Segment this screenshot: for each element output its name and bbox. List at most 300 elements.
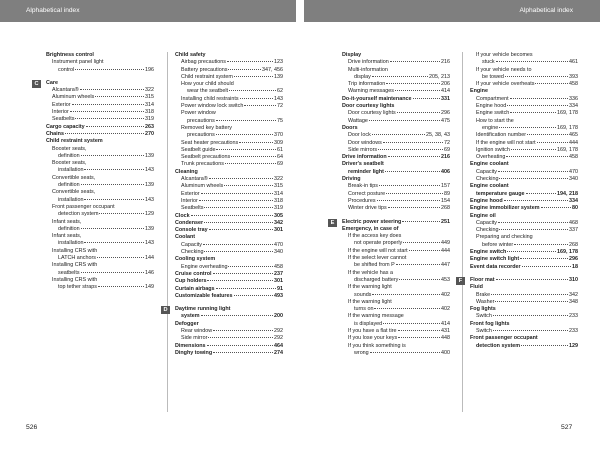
entry-page-ref: 69 (444, 146, 450, 153)
entry-page-ref: 216 (441, 154, 450, 161)
entry-term: Checking (476, 227, 499, 234)
entry-term: Alcantara® (52, 87, 79, 94)
entry-page-ref: 301 (274, 278, 283, 285)
entry-term: Washer (476, 298, 495, 305)
dot-leader (537, 142, 568, 143)
dot-leader (535, 83, 568, 84)
index-entry (175, 205, 283, 212)
header-title-right: Alphabetical index (519, 7, 573, 14)
index-entry (470, 256, 578, 263)
dot-leader (398, 337, 440, 338)
index-entry (342, 205, 450, 212)
dot-leader (383, 323, 440, 324)
index-entry (342, 169, 450, 176)
dot-leader (204, 222, 273, 223)
dot-leader (399, 279, 440, 280)
dot-leader (239, 142, 273, 143)
entry-page-ref: 154 (441, 197, 450, 204)
entry-page-ref: 400 (441, 349, 450, 356)
dot-leader (372, 76, 428, 77)
dot-leader (377, 200, 440, 201)
entry-term: reminder light (348, 168, 384, 175)
entry-page-ref: 123 (274, 59, 283, 66)
entry-term: Rear window (181, 327, 213, 334)
index-entry (46, 167, 154, 174)
index-entry (46, 284, 154, 291)
dot-leader (216, 288, 276, 289)
index-entry (175, 118, 283, 125)
column-divider (167, 52, 168, 412)
entry-term: Door windows (348, 139, 382, 146)
index-entry (470, 52, 578, 59)
entry-page-ref: 25, 38, 43 (426, 132, 450, 139)
entry-term: Engine (470, 88, 488, 95)
dot-leader (388, 156, 440, 157)
index-entry (470, 335, 578, 342)
dot-leader (520, 258, 568, 259)
index-entry (175, 183, 283, 190)
index-entry (342, 270, 450, 277)
dot-leader (86, 126, 144, 127)
entry-page-ref: 470 (569, 168, 578, 175)
entry-page-ref: 342 (274, 219, 283, 226)
entry-page-ref: 237 (274, 270, 283, 277)
index-entry (175, 169, 283, 176)
dot-leader (224, 185, 273, 186)
index-entry (342, 240, 450, 247)
index-entry (46, 233, 154, 240)
entry-page-ref: 233 (569, 313, 578, 320)
entry-term: Dimensions (175, 342, 206, 349)
index-entry (342, 321, 450, 328)
index-entry (175, 220, 283, 227)
entry-term: If the engine will not start (476, 139, 536, 146)
dot-leader (80, 89, 144, 90)
entry-page-ref: 458 (569, 154, 578, 161)
index-entry (175, 313, 283, 320)
entry-term: be towed (482, 73, 504, 80)
entry-term: Removed key battery (181, 124, 232, 131)
entry-term: If the warning light (348, 298, 392, 305)
entry-term: installation (58, 240, 84, 247)
index-entry (342, 52, 450, 59)
entry-page-ref: 468 (569, 219, 578, 226)
entry-term: Fog lights (470, 306, 496, 313)
entry-term: wrong (354, 349, 369, 356)
entry-page-ref: 305 (274, 212, 283, 219)
entry-page-ref: 169, 178 (557, 249, 578, 256)
entry-term: system (181, 313, 200, 320)
entry-term: Aluminum wheels (52, 94, 95, 101)
index-entry (470, 220, 578, 227)
dot-leader (81, 184, 144, 185)
entry-page-ref: 72 (277, 103, 283, 110)
entry-term: Alcantara® (181, 176, 208, 183)
dot-leader (244, 105, 276, 106)
dot-leader (506, 156, 568, 157)
dot-leader (213, 352, 273, 353)
entry-page-ref: 340 (569, 176, 578, 183)
index-entry (46, 270, 154, 277)
index-entry (175, 335, 283, 342)
index-entry (46, 248, 154, 255)
entry-page-ref: 444 (569, 139, 578, 146)
index-entry (342, 96, 450, 103)
entry-term: Coolant (175, 234, 196, 241)
entry-page-ref: 319 (145, 116, 154, 123)
dot-leader (390, 61, 440, 62)
index-entry (175, 271, 283, 278)
entry-page-ref: 414 (441, 88, 450, 95)
dot-leader (99, 213, 144, 214)
section-letter-tab: F (456, 277, 465, 285)
entry-term: Trunk precautions (181, 161, 224, 168)
index-entry (470, 110, 578, 117)
index-entry (342, 328, 450, 335)
index-entry (470, 103, 578, 110)
index-entry (470, 96, 578, 103)
dot-leader (207, 280, 273, 281)
dot-leader (379, 185, 440, 186)
index-column-2 (163, 52, 283, 357)
index-entry (342, 277, 450, 284)
index-entry (46, 175, 154, 182)
dot-leader (229, 90, 276, 91)
entry-term: Side mirror (181, 335, 208, 342)
entry-page-ref: 444 (441, 247, 450, 254)
index-entry (175, 147, 283, 154)
index-entry (342, 191, 450, 198)
index-entry (470, 147, 578, 154)
entry-term: Checking (476, 176, 499, 183)
entry-page-ref: 458 (569, 81, 578, 88)
index-entry (470, 191, 578, 198)
entry-page-ref: 340 (274, 249, 283, 256)
dot-leader (498, 171, 568, 172)
entry-page-ref: 431 (441, 327, 450, 334)
entry-page-ref: 342 (569, 291, 578, 298)
dot-leader (496, 279, 568, 280)
entry-term: Capacity (181, 241, 202, 248)
index-entry (175, 96, 283, 103)
entry-term: Instrument panel light (52, 59, 104, 66)
entry-page-ref: 143 (274, 95, 283, 102)
dot-leader (507, 251, 556, 252)
entry-term: Engine hood (470, 197, 503, 204)
entry-page-ref: 169, 178 (557, 124, 578, 131)
entry-term: Engine overheating (181, 263, 228, 270)
entry-page-ref: 336 (569, 95, 578, 102)
index-entry (458, 276, 578, 284)
dot-leader (505, 76, 568, 77)
entry-term: Engine switch (470, 249, 507, 256)
index-entry (342, 88, 450, 95)
dot-leader (510, 98, 568, 99)
dot-leader (208, 337, 273, 338)
index-entry (175, 132, 283, 139)
entry-page-ref: 448 (441, 335, 450, 342)
index-entry (342, 226, 450, 233)
entry-page-ref: 309 (274, 139, 283, 146)
index-entry (342, 299, 450, 306)
index-entry (175, 74, 283, 81)
dot-leader (386, 193, 443, 194)
index-entry (46, 226, 154, 233)
entry-term: Airbag precautions (181, 59, 226, 66)
entry-page-ref: 334 (569, 197, 578, 204)
index-entry (46, 255, 154, 262)
index-entry (470, 292, 578, 299)
entry-page-ref: 64 (277, 154, 283, 161)
entry-term: Dinghy towing (175, 349, 213, 356)
entry-term: Cleaning (175, 168, 198, 175)
section-letter-tab: E (328, 219, 337, 227)
index-entry (46, 146, 154, 153)
index-entry (175, 140, 283, 147)
entry-page-ref: 296 (441, 110, 450, 117)
index-entry (342, 147, 450, 154)
index-entry (46, 109, 154, 116)
index-entry (342, 350, 450, 357)
entry-page-ref: 205, 213 (429, 73, 450, 80)
entry-page-ref: 370 (274, 132, 283, 139)
index-entry (470, 313, 578, 320)
dot-leader (396, 264, 440, 265)
index-entry (175, 293, 283, 300)
entry-term: Door lock (348, 132, 371, 139)
entry-page-ref: 331 (441, 95, 450, 102)
dot-leader (369, 120, 440, 121)
entry-term: Switch (476, 313, 492, 320)
index-entry (46, 219, 154, 226)
entry-term: Installing CRS with (52, 247, 98, 254)
entry-term: LATCH anchors (58, 255, 96, 262)
index-entry (175, 81, 283, 88)
entry-term: Doors (342, 124, 358, 131)
entry-term: Engine hood (476, 103, 507, 110)
dot-leader (499, 127, 556, 128)
index-entry (470, 140, 578, 147)
entry-term: If you think something is (348, 342, 406, 349)
entry-page-ref: 139 (145, 225, 154, 232)
dot-leader (209, 178, 273, 179)
dot-leader (499, 178, 568, 179)
index-entry (163, 306, 283, 314)
entry-term: is displayed (354, 320, 383, 327)
entry-page-ref: 292 (274, 335, 283, 342)
entry-term: Winter drive tips (348, 205, 387, 212)
entry-term: Preparing and checking (476, 234, 533, 241)
entry-page-ref: 315 (274, 183, 283, 190)
entry-term: Break-in tips (348, 183, 378, 190)
entry-page-ref: 139 (145, 152, 154, 159)
entry-term: Seatbelts (52, 116, 75, 123)
entry-term: turns on (354, 306, 374, 313)
index-entry (46, 116, 154, 123)
index-entry (342, 284, 450, 291)
index-entry (175, 110, 283, 117)
entry-term: If the select lever cannot (348, 255, 407, 262)
entry-page-ref: 318 (145, 109, 154, 116)
entry-term: Front passenger occupant (52, 203, 115, 210)
entry-page-ref: 310 (569, 276, 578, 283)
dot-leader (199, 200, 273, 201)
entry-term: Floor mat (470, 276, 495, 283)
dot-leader (395, 90, 440, 91)
entry-term: Infant seats, (52, 218, 82, 225)
index-entry (470, 81, 578, 88)
entry-page-ref: 268 (441, 205, 450, 212)
dot-leader (413, 98, 441, 99)
entry-page-ref: 143 (145, 240, 154, 247)
page-header-left (0, 0, 296, 22)
index-entry (46, 277, 154, 284)
entry-page-ref: 337 (569, 227, 578, 234)
entry-page-ref: 402 (441, 306, 450, 313)
entry-page-ref: 461 (569, 59, 578, 66)
entry-page-ref: 470 (274, 241, 283, 248)
index-column-1 (34, 52, 154, 292)
entry-term: Fluid (470, 284, 483, 291)
index-entry (470, 213, 578, 220)
dot-leader (70, 111, 144, 112)
index-entry (175, 213, 283, 220)
entry-term: Power window (181, 110, 216, 117)
entry-term: stuck (482, 59, 495, 66)
entry-page-ref: 292 (274, 327, 283, 334)
entry-term: definition (58, 152, 80, 159)
index-entry (175, 278, 283, 285)
dot-leader (231, 156, 276, 157)
entry-page-ref: 200 (274, 313, 283, 320)
entry-term: Checking (181, 249, 204, 256)
dot-leader (527, 134, 568, 135)
dot-leader (228, 69, 261, 70)
index-entry (342, 132, 450, 139)
dot-leader (225, 163, 276, 164)
index-entry (46, 131, 154, 138)
dot-leader (495, 301, 568, 302)
column-divider (462, 52, 463, 412)
entry-term: installation (58, 196, 84, 203)
entry-term: Warning messages (348, 88, 394, 95)
entry-term: Child restraint system (181, 73, 233, 80)
index-entry (175, 227, 283, 234)
index-entry (46, 160, 154, 167)
index-entry (342, 110, 450, 117)
entry-term: Seatbelt guide (181, 146, 216, 153)
index-entry (470, 67, 578, 74)
entry-page-ref: 322 (145, 87, 154, 94)
dot-leader (227, 61, 273, 62)
entry-page-ref: 196 (145, 66, 154, 73)
entry-page-ref: 465 (569, 132, 578, 139)
index-entry (342, 118, 450, 125)
entry-term: If your vehicle needs to (476, 66, 532, 73)
entry-term: Engine coolant (470, 161, 509, 168)
index-entry (342, 233, 450, 240)
entry-term: Cup holders (175, 278, 207, 285)
entry-term: If the warning message (348, 313, 404, 320)
index-entry (175, 154, 283, 161)
index-entry (46, 124, 154, 131)
entry-page-ref: 314 (145, 101, 154, 108)
section-letter-tab: D (161, 306, 170, 314)
entry-term: If the engine will not start (348, 247, 408, 254)
index-entry (470, 74, 578, 81)
entry-term: Do-it-yourself maintenance (342, 95, 412, 102)
dot-leader (522, 266, 571, 267)
index-entry (46, 102, 154, 109)
entry-page-ref: 296 (569, 256, 578, 263)
entry-page-ref: 75 (277, 117, 283, 124)
entry-page-ref: 270 (145, 130, 154, 137)
dot-leader (496, 61, 568, 62)
entry-term: Door courtesy lights (342, 103, 395, 110)
index-entry (470, 154, 578, 161)
index-entry (175, 343, 283, 350)
entry-term: If the vehicle has a (348, 269, 393, 276)
entry-term: Compartment (476, 95, 509, 102)
index-entry (46, 94, 154, 101)
entry-term: Cruise control (175, 270, 212, 277)
entry-term: be shifted from P (354, 262, 395, 269)
dot-leader (216, 149, 276, 150)
index-entry (470, 118, 578, 125)
index-entry (175, 321, 283, 328)
index-entry (175, 191, 283, 198)
entry-term: If you have a flat tire (348, 327, 397, 334)
entry-term: Seatbelts (181, 205, 204, 212)
entry-term: If the access key does (348, 233, 402, 240)
index-entry (470, 125, 578, 132)
entry-term: How to start the (476, 117, 514, 124)
dot-leader (493, 315, 568, 316)
dot-leader (84, 199, 144, 200)
entry-term: Customizable features (175, 292, 233, 299)
entry-term: Emergency, in case of (342, 225, 399, 232)
entry-term: Curtain airbags (175, 285, 215, 292)
index-entry (470, 299, 578, 306)
dot-leader (216, 120, 276, 121)
dot-leader (499, 229, 568, 230)
entry-term: installation (58, 167, 84, 174)
entry-page-ref: 322 (274, 176, 283, 183)
entry-term: Brightness control (46, 52, 94, 58)
index-entry (342, 262, 450, 269)
entry-term: engine (482, 124, 499, 131)
dot-leader (507, 105, 568, 106)
entry-page-ref: 233 (569, 327, 578, 334)
index-entry (470, 306, 578, 313)
dot-leader (374, 308, 440, 309)
dot-leader (98, 286, 144, 287)
entry-term: Cargo capacity (46, 123, 85, 130)
entry-page-ref: 129 (569, 342, 578, 349)
entry-page-ref: 149 (145, 284, 154, 291)
entry-page-ref: 319 (274, 205, 283, 212)
dot-leader (385, 171, 440, 172)
entry-page-ref: 169, 178 (557, 110, 578, 117)
entry-term: Driver's seatbelt (342, 161, 384, 168)
entry-term: Battery precautions (181, 66, 228, 73)
index-entry (342, 125, 450, 132)
dot-leader (511, 149, 556, 150)
dot-leader (491, 294, 568, 295)
dot-leader (207, 345, 273, 346)
entry-page-ref: 194, 218 (557, 190, 578, 197)
dot-leader (510, 112, 556, 113)
